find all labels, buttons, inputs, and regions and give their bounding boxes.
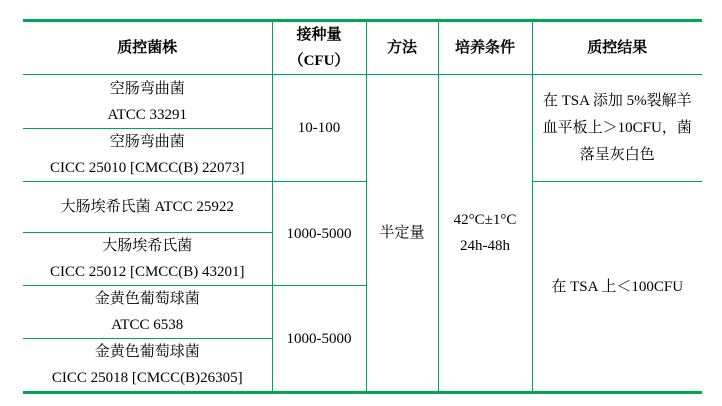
strain-code: ATCC 6538 [111, 317, 184, 333]
result-text-line3: 落呈灰白色 [579, 146, 655, 163]
result-text-line1: 在 TSA 添加 5%裂解羊 [542, 92, 692, 109]
header-row [23, 21, 702, 75]
strain-name: 空肠弯曲菌 [109, 80, 185, 97]
culture-duration: 24h-48h [460, 238, 510, 254]
result-text-line2: 血平板上＞10CFU，菌 [542, 119, 692, 136]
strain-code: CICC 25012 [CMCC(B) 43201] [49, 264, 245, 280]
strain-cell [23, 286, 272, 339]
strain-cell [23, 75, 272, 129]
strain-cell [23, 339, 272, 393]
strain-cell [23, 129, 272, 182]
strain-code: CICC 25010 [CMCC(B) 22073] [49, 160, 245, 176]
result-cell-2: 在 TSA 上＜100CFU [532, 182, 702, 393]
strain-cell [23, 182, 272, 233]
qc-table [23, 19, 702, 394]
inoculum-cell: 1000-5000 [272, 286, 366, 393]
strain-name: 金黄色葡萄球菌 [94, 344, 200, 360]
header-inoculum [272, 21, 366, 75]
strain-code: CICC 25018 [CMCC(B)26305] [51, 370, 243, 386]
strain-name: 大肠埃希氏菌 [102, 238, 193, 254]
header-result: 质控结果 [532, 21, 702, 75]
strain-name: 金黄色葡萄球菌 [94, 291, 200, 307]
header-inoculum-line2: （CFU） [288, 53, 350, 69]
header-strain: 质控菌株 [23, 21, 272, 75]
result-cell-1 [532, 75, 702, 182]
strain-code: ATCC 33291 [107, 106, 188, 123]
culture-cell [438, 75, 532, 393]
strain-name: 大肠埃希氏菌 ATCC 25922 [60, 199, 234, 215]
strain-name: 空肠弯曲菌 [109, 134, 185, 150]
header-inoculum-line1: 接种量 [296, 27, 342, 43]
culture-temperature: 42°C±1°C [453, 212, 517, 228]
inoculum-cell: 1000-5000 [272, 182, 366, 286]
header-method: 方法 [366, 21, 438, 75]
table-row [23, 182, 702, 233]
strain-cell [23, 233, 272, 286]
table-row [23, 75, 702, 129]
header-culture: 培养条件 [438, 21, 532, 75]
inoculum-cell: 10-100 [272, 75, 366, 182]
method-cell: 半定量 [366, 75, 438, 393]
